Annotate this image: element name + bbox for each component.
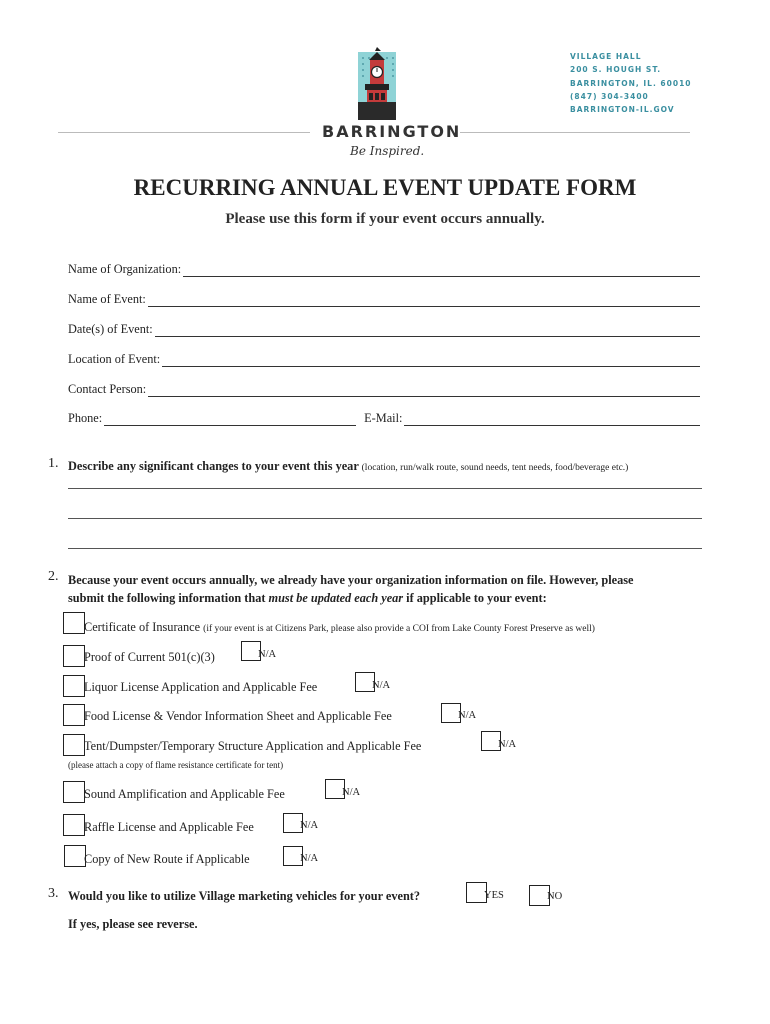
q2-question-line1: Because your event occurs annually, we already have your organization information on file. However, please bbox=[68, 573, 634, 587]
checkbox-raffle[interactable] bbox=[63, 814, 85, 836]
address-block bbox=[570, 50, 692, 116]
na-food: N/A bbox=[458, 710, 477, 721]
q1-answer-line[interactable] bbox=[68, 487, 702, 489]
brand-name: BARRINGTON bbox=[322, 122, 462, 141]
email-line[interactable] bbox=[404, 414, 700, 426]
checkbox-sound[interactable] bbox=[63, 781, 85, 803]
checkbox-tent[interactable] bbox=[63, 734, 85, 756]
label-liquor: Liquor License Application and Applicable Fee bbox=[84, 680, 318, 694]
contact-label: Contact Person: bbox=[68, 382, 147, 396]
q2-number: 2. bbox=[48, 569, 59, 584]
na-tent: N/A bbox=[498, 739, 517, 750]
phone-label: Phone: bbox=[68, 411, 103, 425]
no-label: NO bbox=[547, 891, 563, 902]
checkbox-food[interactable] bbox=[63, 704, 85, 726]
phone-email-field[interactable] bbox=[68, 411, 700, 426]
brand-tagline: Be Inspired. bbox=[350, 144, 425, 158]
q2-text-b3: if applicable to your event: bbox=[403, 591, 547, 605]
q1-text: Describe any significant changes to your event this year bbox=[68, 459, 359, 473]
label-tent: Tent/Dumpster/Temporary Structure Application and Applicable Fee bbox=[84, 739, 422, 753]
address-line: VILLAGE HALL bbox=[570, 52, 642, 61]
address-line: 200 S. HOUGH ST. bbox=[570, 65, 662, 75]
location-line[interactable] bbox=[162, 355, 700, 367]
clock-tower-logo bbox=[357, 44, 411, 122]
organization-field[interactable] bbox=[68, 262, 700, 277]
form-subtitle: Please use this form if your event occurs annually. bbox=[225, 211, 545, 227]
q2-text-b1: submit the following information that bbox=[68, 591, 269, 605]
label-sound: Sound Amplification and Applicable Fee bbox=[84, 787, 285, 801]
checkbox-liquor[interactable] bbox=[63, 675, 85, 697]
certificate-label-text: Certificate of Insurance bbox=[84, 620, 201, 634]
checkbox-501c3[interactable] bbox=[63, 645, 85, 667]
na-501c3: N/A bbox=[258, 649, 277, 660]
organization-label: Name of Organization: bbox=[68, 262, 182, 276]
phone-line[interactable] bbox=[104, 414, 356, 426]
event-label: Name of Event: bbox=[68, 292, 146, 306]
header-rule-left bbox=[58, 132, 310, 133]
yes-label: YES bbox=[484, 890, 504, 901]
checkbox-certificate-insurance[interactable] bbox=[63, 612, 85, 634]
location-field[interactable] bbox=[68, 352, 700, 367]
dates-field[interactable] bbox=[68, 322, 700, 337]
contact-line[interactable] bbox=[148, 385, 700, 397]
q1-answer-line[interactable] bbox=[68, 517, 702, 519]
q2-emphasis: must be updated each year bbox=[268, 591, 404, 605]
label-route: Copy of New Route if Applicable bbox=[84, 852, 250, 866]
na-raffle: N/A bbox=[300, 820, 319, 831]
q2-question-line2 bbox=[68, 591, 547, 606]
dates-line[interactable] bbox=[155, 325, 700, 337]
address-line: (847) 304-3400 bbox=[570, 91, 649, 101]
q1-question bbox=[68, 459, 628, 474]
address-line: BARRINGTON-IL.GOV bbox=[570, 105, 675, 115]
na-sound: N/A bbox=[342, 787, 361, 798]
q1-note: (location, run/walk route, sound needs, tent needs, food/beverage etc.) bbox=[361, 463, 629, 473]
event-line[interactable] bbox=[148, 295, 700, 307]
event-field[interactable] bbox=[68, 292, 700, 307]
q1-answer-line[interactable] bbox=[68, 547, 702, 549]
label-food: Food License & Vendor Information Sheet and Applicable Fee bbox=[84, 709, 392, 723]
dates-label: Date(s) of Event: bbox=[68, 322, 153, 336]
label-certificate-insurance bbox=[84, 620, 595, 635]
address-line: BARRINGTON, IL. 60010 bbox=[570, 78, 692, 88]
header-rule-right bbox=[460, 132, 690, 133]
checkbox-route[interactable] bbox=[64, 845, 86, 867]
certificate-note: (if your event is at Citizens Park, please also provide a COI from Lake County Forest Preserve as well) bbox=[203, 624, 595, 634]
location-label: Location of Event: bbox=[68, 352, 161, 366]
na-route: N/A bbox=[300, 853, 319, 864]
contact-field[interactable] bbox=[68, 382, 700, 397]
tent-note: (please attach a copy of flame resistance certificate for tent) bbox=[68, 760, 284, 770]
q3-number: 3. bbox=[48, 886, 59, 901]
q1-number: 1. bbox=[48, 456, 59, 471]
email-label: E-Mail: bbox=[364, 411, 403, 425]
q3-followup: If yes, please see reverse. bbox=[68, 917, 198, 931]
label-501c3: Proof of Current 501(c)(3) bbox=[84, 650, 215, 664]
na-liquor: N/A bbox=[372, 680, 391, 691]
q3-question: Would you like to utilize Village marketing vehicles for your event? bbox=[68, 889, 421, 903]
organization-line[interactable] bbox=[183, 265, 700, 277]
form-title: RECURRING ANNUAL EVENT UPDATE FORM bbox=[133, 175, 637, 200]
label-raffle: Raffle License and Applicable Fee bbox=[84, 820, 254, 834]
